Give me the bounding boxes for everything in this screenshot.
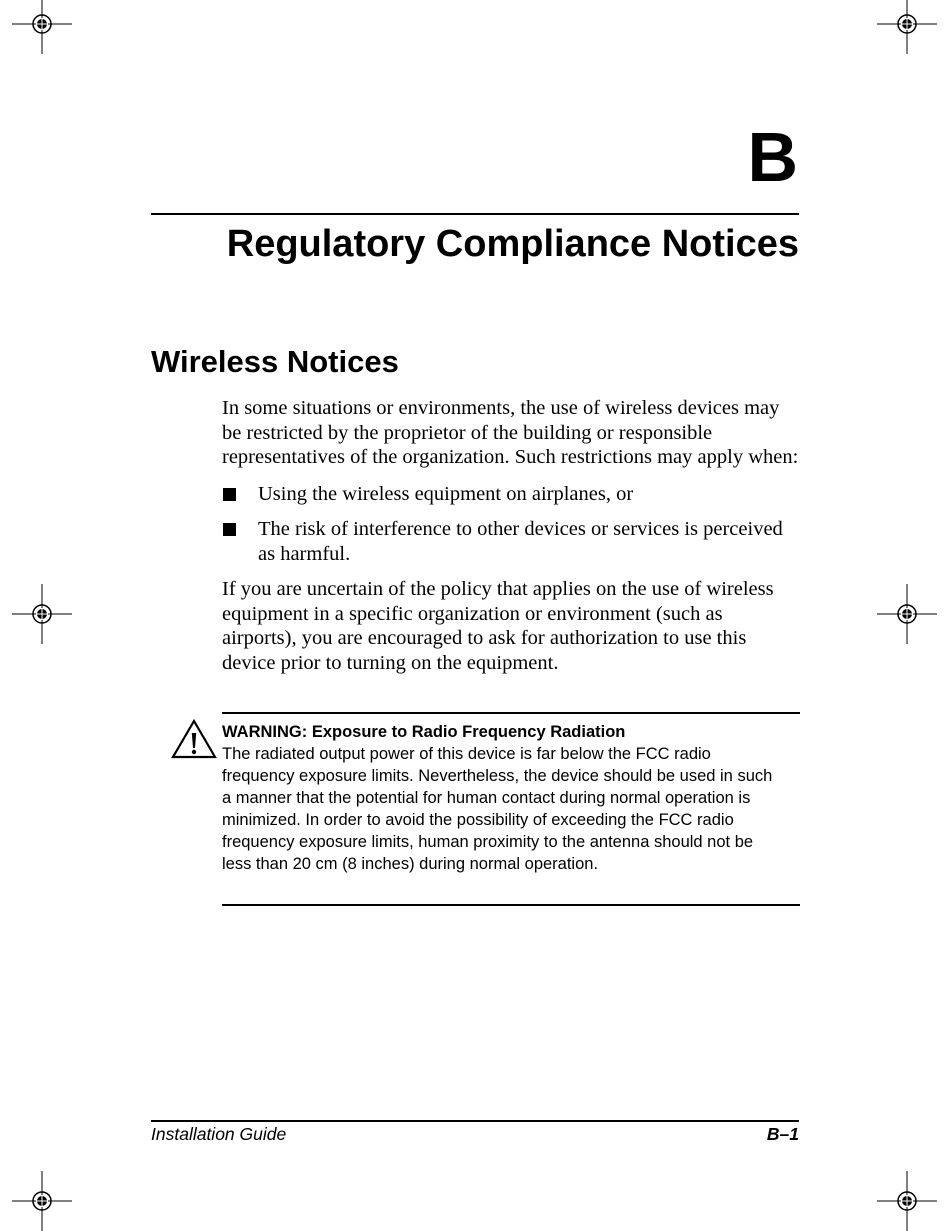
warning-text: The radiated output power of this device is far below the FCC radio frequency exposure limits. Nevertheless, the device should be used in such a manner that the potential for human contact during normal operation is minimized. In order to avoid the possibility of exceeding the FCC radio frequency exposure limits, human proximity to the antenna should not be less than 20 cm (8 inches) during normal operation. xyxy=(222,745,773,873)
footer-page-number: B–1 xyxy=(766,1124,799,1144)
footer-rule xyxy=(151,1120,799,1122)
warning-box xyxy=(222,721,782,875)
registration-mark-icon xyxy=(12,584,72,644)
list-item-text: Using the wireless equipment on airplanes, or xyxy=(258,482,634,505)
list-item xyxy=(222,517,802,566)
warning-heading: WARNING: Exposure to Radio Frequency Radiation xyxy=(222,723,626,741)
intro-paragraph: In some situations or environments, the use of wireless devices may be restricted by the proprietor of the building or responsible representatives of the organization. Such restrictions may apply when: xyxy=(222,397,799,468)
footer-document-title: Installation Guide xyxy=(151,1124,287,1144)
list-item xyxy=(222,482,802,507)
warning-top-rule xyxy=(222,712,800,714)
section-title: Wireless Notices xyxy=(151,344,399,379)
body-text xyxy=(222,396,802,675)
registration-mark-icon xyxy=(12,0,72,54)
registration-mark-icon xyxy=(877,1171,937,1231)
list-item-text: The risk of interference to other devices or services is perceived as harmful. xyxy=(258,518,783,565)
page-title: Regulatory Compliance Notices xyxy=(226,223,799,265)
square-bullet-icon xyxy=(223,488,236,501)
closing-paragraph: If you are uncertain of the policy that applies on the use of wireless equipment in a specific organization or environment (such as airports), you are encouraged to ask for authorization to use this device prior to turning on the equipment. xyxy=(222,578,774,674)
appendix-letter: B xyxy=(747,118,798,196)
registration-mark-icon xyxy=(877,584,937,644)
square-bullet-icon xyxy=(223,523,236,536)
registration-mark-icon xyxy=(12,1171,72,1231)
registration-mark-icon xyxy=(877,0,937,54)
warning-triangle-icon xyxy=(170,718,218,760)
bullet-list xyxy=(222,482,802,567)
title-rule xyxy=(151,213,799,215)
warning-bottom-rule xyxy=(222,904,800,906)
